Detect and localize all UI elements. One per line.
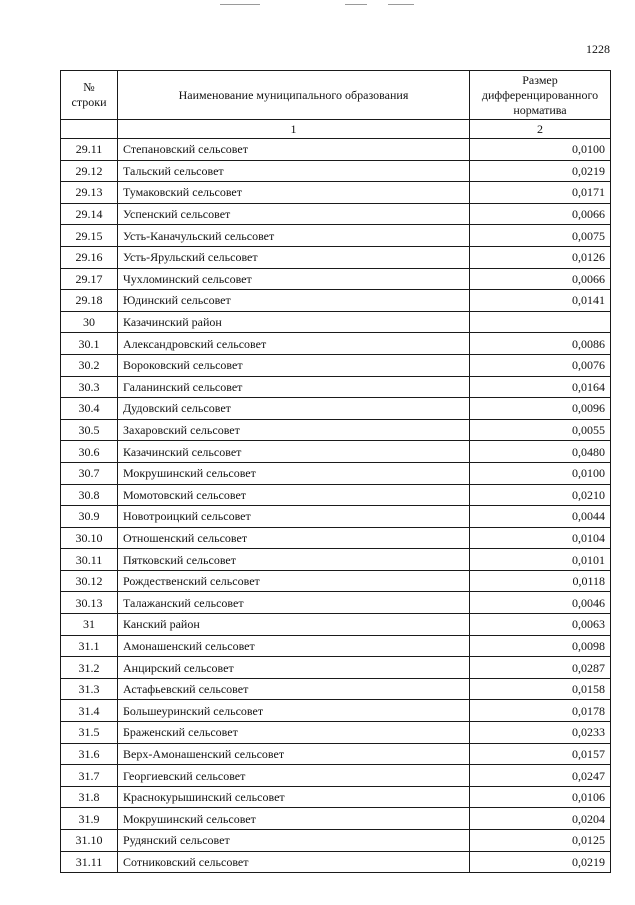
column-number-2: 2 — [470, 120, 611, 139]
page-number: 1228 — [586, 42, 610, 56]
scan-artifact-line — [220, 4, 260, 5]
row-number-cell: 30.9 — [61, 506, 118, 528]
table-row — [61, 139, 611, 161]
norm-value-cell: 0,0101 — [470, 549, 611, 571]
table-row — [61, 333, 611, 355]
column-number-0 — [61, 120, 118, 139]
norm-value-cell: 0,0100 — [470, 139, 611, 161]
municipality-name-cell: Отношенский сельсовет — [118, 527, 470, 549]
table-row — [61, 657, 611, 679]
table-row — [61, 160, 611, 182]
row-number-cell: 29.13 — [61, 182, 118, 204]
municipality-name-cell: Браженский сельсовет — [118, 722, 470, 744]
table-row — [61, 246, 611, 268]
municipality-name-cell: Чухломинский сельсовет — [118, 268, 470, 290]
municipality-name-cell: Степановский сельсовет — [118, 139, 470, 161]
table-row — [61, 570, 611, 592]
norm-value-cell: 0,0178 — [470, 700, 611, 722]
norm-value-cell: 0,0118 — [470, 570, 611, 592]
municipality-name-cell: Галанинский сельсовет — [118, 376, 470, 398]
row-number-cell: 31.5 — [61, 722, 118, 744]
norm-value-cell: 0,0066 — [470, 203, 611, 225]
row-number-cell: 30 — [61, 311, 118, 333]
norm-value-cell: 0,0086 — [470, 333, 611, 355]
norm-value-cell: 0,0076 — [470, 354, 611, 376]
table-row — [61, 441, 611, 463]
row-number-cell: 30.13 — [61, 592, 118, 614]
column-numbers-row — [61, 120, 611, 139]
table-body — [61, 139, 611, 873]
norm-value-cell: 0,0210 — [470, 484, 611, 506]
norm-value-cell: 0,0044 — [470, 506, 611, 528]
table-row — [61, 225, 611, 247]
municipality-name-cell: Амонашенский сельсовет — [118, 635, 470, 657]
norm-value-cell: 0,0171 — [470, 182, 611, 204]
norm-value-cell: 0,0096 — [470, 398, 611, 420]
municipality-name-cell: Захаровский сельсовет — [118, 419, 470, 441]
municipality-name-cell: Казачинский сельсовет — [118, 441, 470, 463]
municipality-name-cell: Краснокурышинский сельсовет — [118, 786, 470, 808]
row-number-cell: 30.6 — [61, 441, 118, 463]
table-row — [61, 830, 611, 852]
row-number-cell: 31.7 — [61, 765, 118, 787]
row-number-cell: 30.5 — [61, 419, 118, 441]
municipality-name-cell: Юдинский сельсовет — [118, 290, 470, 312]
municipality-name-cell: Тальский сельсовет — [118, 160, 470, 182]
norm-value-cell: 0,0204 — [470, 808, 611, 830]
municipality-name-cell: Вороковский сельсовет — [118, 354, 470, 376]
norm-value-cell: 0,0219 — [470, 160, 611, 182]
row-number-cell: 31.8 — [61, 786, 118, 808]
municipality-name-cell: Мокрушинский сельсовет — [118, 462, 470, 484]
norms-table — [60, 70, 611, 873]
header-row — [61, 71, 611, 120]
norm-value-cell: 0,0219 — [470, 851, 611, 873]
norm-value-cell: 0,0158 — [470, 678, 611, 700]
table-row — [61, 311, 611, 333]
header-municipality-name: Наименование муниципального образования — [118, 71, 470, 120]
norm-value-cell: 0,0066 — [470, 268, 611, 290]
municipality-name-cell: Верх-Амонашенский сельсовет — [118, 743, 470, 765]
table-header — [61, 71, 611, 139]
municipality-name-cell: Астафьевский сельсовет — [118, 678, 470, 700]
table-row — [61, 700, 611, 722]
row-number-cell: 31.3 — [61, 678, 118, 700]
norm-value-cell: 0,0055 — [470, 419, 611, 441]
municipality-name-cell: Рудянский сельсовет — [118, 830, 470, 852]
table-row — [61, 484, 611, 506]
municipality-name-cell: Анцирский сельсовет — [118, 657, 470, 679]
norm-value-cell — [470, 311, 611, 333]
norm-value-cell: 0,0157 — [470, 743, 611, 765]
municipality-name-cell: Георгиевский сельсовет — [118, 765, 470, 787]
norm-value-cell: 0,0126 — [470, 246, 611, 268]
norm-value-cell: 0,0104 — [470, 527, 611, 549]
row-number-cell: 31.4 — [61, 700, 118, 722]
table-row — [61, 635, 611, 657]
municipality-name-cell: Успенский сельсовет — [118, 203, 470, 225]
column-number-1: 1 — [118, 120, 470, 139]
row-number-cell: 31.11 — [61, 851, 118, 873]
municipality-name-cell: Рождественский сельсовет — [118, 570, 470, 592]
norm-value-cell: 0,0075 — [470, 225, 611, 247]
row-number-cell: 29.14 — [61, 203, 118, 225]
header-norm-size: Размер дифференцированного норматива — [470, 71, 611, 120]
table-row — [61, 592, 611, 614]
table-row — [61, 354, 611, 376]
row-number-cell: 31.9 — [61, 808, 118, 830]
row-number-cell: 30.12 — [61, 570, 118, 592]
row-number-cell: 29.15 — [61, 225, 118, 247]
row-number-cell: 31.2 — [61, 657, 118, 679]
table-row — [61, 808, 611, 830]
norm-value-cell: 0,0480 — [470, 441, 611, 463]
table-row — [61, 743, 611, 765]
row-number-cell: 30.8 — [61, 484, 118, 506]
norm-value-cell: 0,0233 — [470, 722, 611, 744]
norm-value-cell: 0,0247 — [470, 765, 611, 787]
municipality-name-cell: Новотроицкий сельсовет — [118, 506, 470, 528]
norm-value-cell: 0,0287 — [470, 657, 611, 679]
norm-value-cell: 0,0164 — [470, 376, 611, 398]
row-number-cell: 31.6 — [61, 743, 118, 765]
row-number-cell: 30.11 — [61, 549, 118, 571]
row-number-cell: 30.4 — [61, 398, 118, 420]
municipality-name-cell: Усть-Ярульский сельсовет — [118, 246, 470, 268]
table-row — [61, 765, 611, 787]
municipality-name-cell: Мокрушинский сельсовет — [118, 808, 470, 830]
row-number-cell: 30.3 — [61, 376, 118, 398]
row-number-cell: 30.7 — [61, 462, 118, 484]
norm-value-cell: 0,0046 — [470, 592, 611, 614]
table-row — [61, 398, 611, 420]
row-number-cell: 31 — [61, 614, 118, 636]
municipality-name-cell: Талажанский сельсовет — [118, 592, 470, 614]
table-row — [61, 419, 611, 441]
municipality-name-cell: Сотниковский сельсовет — [118, 851, 470, 873]
table-row — [61, 678, 611, 700]
table-row — [61, 722, 611, 744]
row-number-cell: 30.2 — [61, 354, 118, 376]
table-row — [61, 786, 611, 808]
municipality-name-cell: Канский район — [118, 614, 470, 636]
municipality-name-cell: Казачинский район — [118, 311, 470, 333]
table-row — [61, 527, 611, 549]
scan-artifact-line — [345, 4, 367, 5]
table-row — [61, 462, 611, 484]
row-number-cell: 29.18 — [61, 290, 118, 312]
table-row — [61, 290, 611, 312]
norm-value-cell: 0,0098 — [470, 635, 611, 657]
row-number-cell: 29.11 — [61, 139, 118, 161]
table-row — [61, 549, 611, 571]
row-number-cell: 29.12 — [61, 160, 118, 182]
table-row — [61, 182, 611, 204]
scan-artifact-line — [388, 4, 414, 5]
table-row — [61, 268, 611, 290]
municipality-name-cell: Тумаковский сельсовет — [118, 182, 470, 204]
norm-value-cell: 0,0125 — [470, 830, 611, 852]
municipality-name-cell: Усть-Каначульский сельсовет — [118, 225, 470, 247]
norm-value-cell: 0,0106 — [470, 786, 611, 808]
municipality-name-cell: Дудовский сельсовет — [118, 398, 470, 420]
municipality-name-cell: Большеуринский сельсовет — [118, 700, 470, 722]
row-number-cell: 31.10 — [61, 830, 118, 852]
table-row — [61, 851, 611, 873]
row-number-cell: 29.16 — [61, 246, 118, 268]
row-number-cell: 31.1 — [61, 635, 118, 657]
row-number-cell: 30.10 — [61, 527, 118, 549]
header-row-number: № строки — [61, 71, 118, 120]
table-row — [61, 506, 611, 528]
table-row — [61, 376, 611, 398]
norm-value-cell: 0,0100 — [470, 462, 611, 484]
municipality-name-cell: Пятковский сельсовет — [118, 549, 470, 571]
row-number-cell: 30.1 — [61, 333, 118, 355]
norm-value-cell: 0,0141 — [470, 290, 611, 312]
table-row — [61, 203, 611, 225]
table-row — [61, 614, 611, 636]
municipality-name-cell: Момотовский сельсовет — [118, 484, 470, 506]
row-number-cell: 29.17 — [61, 268, 118, 290]
municipality-name-cell: Александровский сельсовет — [118, 333, 470, 355]
norm-value-cell: 0,0063 — [470, 614, 611, 636]
